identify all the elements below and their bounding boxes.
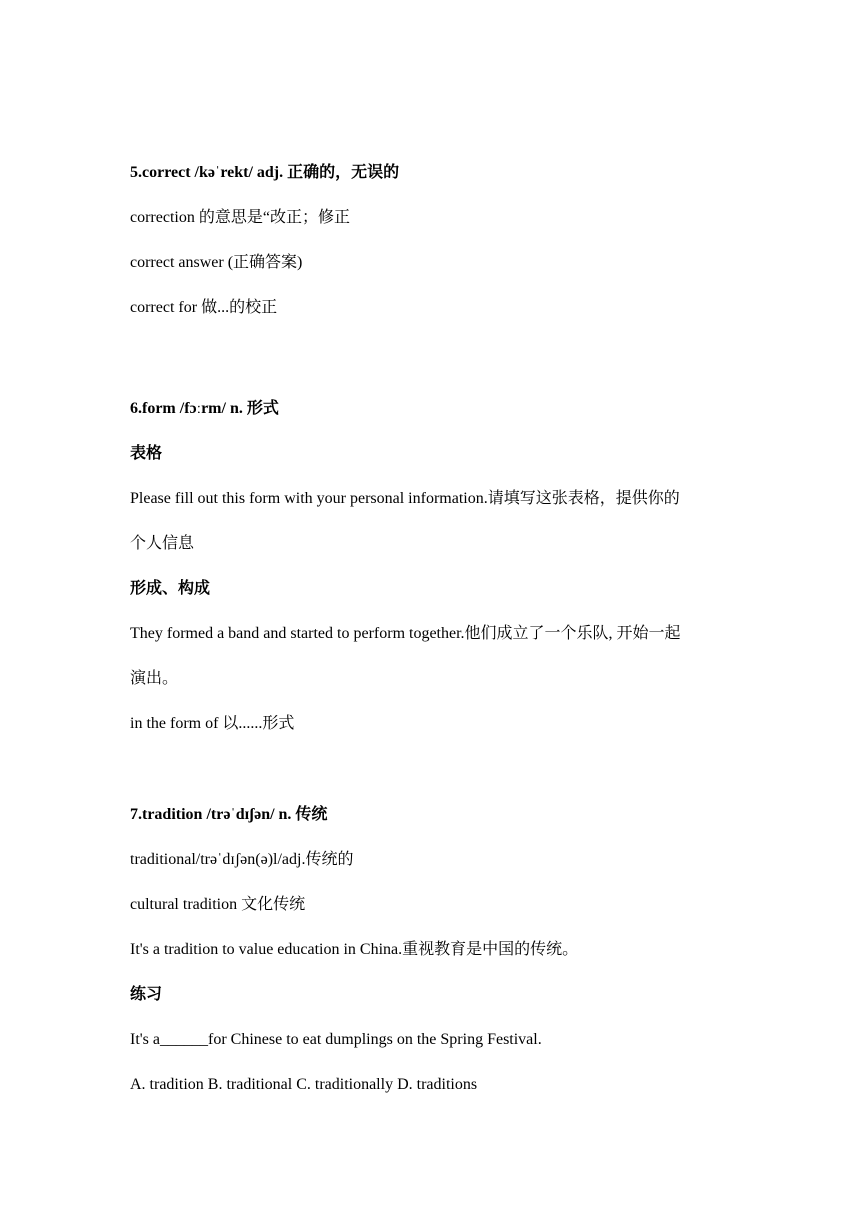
entry-heading-tradition: 7.tradition /trəˈdɪʃən/ n. 传统 bbox=[130, 806, 328, 823]
entry-line: in the form of 以......形式 bbox=[130, 715, 295, 732]
example-sentence: It's a tradition to value education in China.重视教育是中国的传统。 bbox=[130, 941, 579, 958]
example-sentence: Please fill out this form with your personal information.请填写这张表格，提供你的 bbox=[130, 490, 680, 507]
entry-line: traditional/trəˈdɪʃən(ə)l/adj.传统的 bbox=[130, 851, 354, 868]
sense-label: 形成、构成 bbox=[130, 580, 211, 597]
example-sentence-continuation: 演出。 bbox=[130, 670, 179, 687]
exercise-question: It's a______for Chinese to eat dumplings on the Spring Festival. bbox=[130, 1031, 542, 1048]
entry-line: correct for 做...的校正 bbox=[130, 299, 278, 316]
example-sentence-continuation: 个人信息 bbox=[130, 535, 195, 552]
entry-line: correct answer (正确答案) bbox=[130, 254, 303, 271]
exercise-label: 练习 bbox=[130, 986, 163, 1003]
sense-label: 表格 bbox=[130, 445, 163, 462]
entry-line: cultural tradition 文化传统 bbox=[130, 896, 306, 913]
entry-heading-form: 6.form /fɔːrm/ n. 形式 bbox=[130, 400, 279, 417]
entry-line: correction 的意思是“改正；修正 bbox=[130, 209, 350, 226]
exercise-options: A. tradition B. traditional C. traditionally D. traditions bbox=[130, 1076, 478, 1093]
example-sentence: They formed a band and started to perform together.他们成立了一个乐队, 开始一起 bbox=[130, 625, 681, 642]
entry-heading-correct: 5.correct /kəˈrekt/ adj. 正确的，无误的 bbox=[130, 164, 400, 181]
